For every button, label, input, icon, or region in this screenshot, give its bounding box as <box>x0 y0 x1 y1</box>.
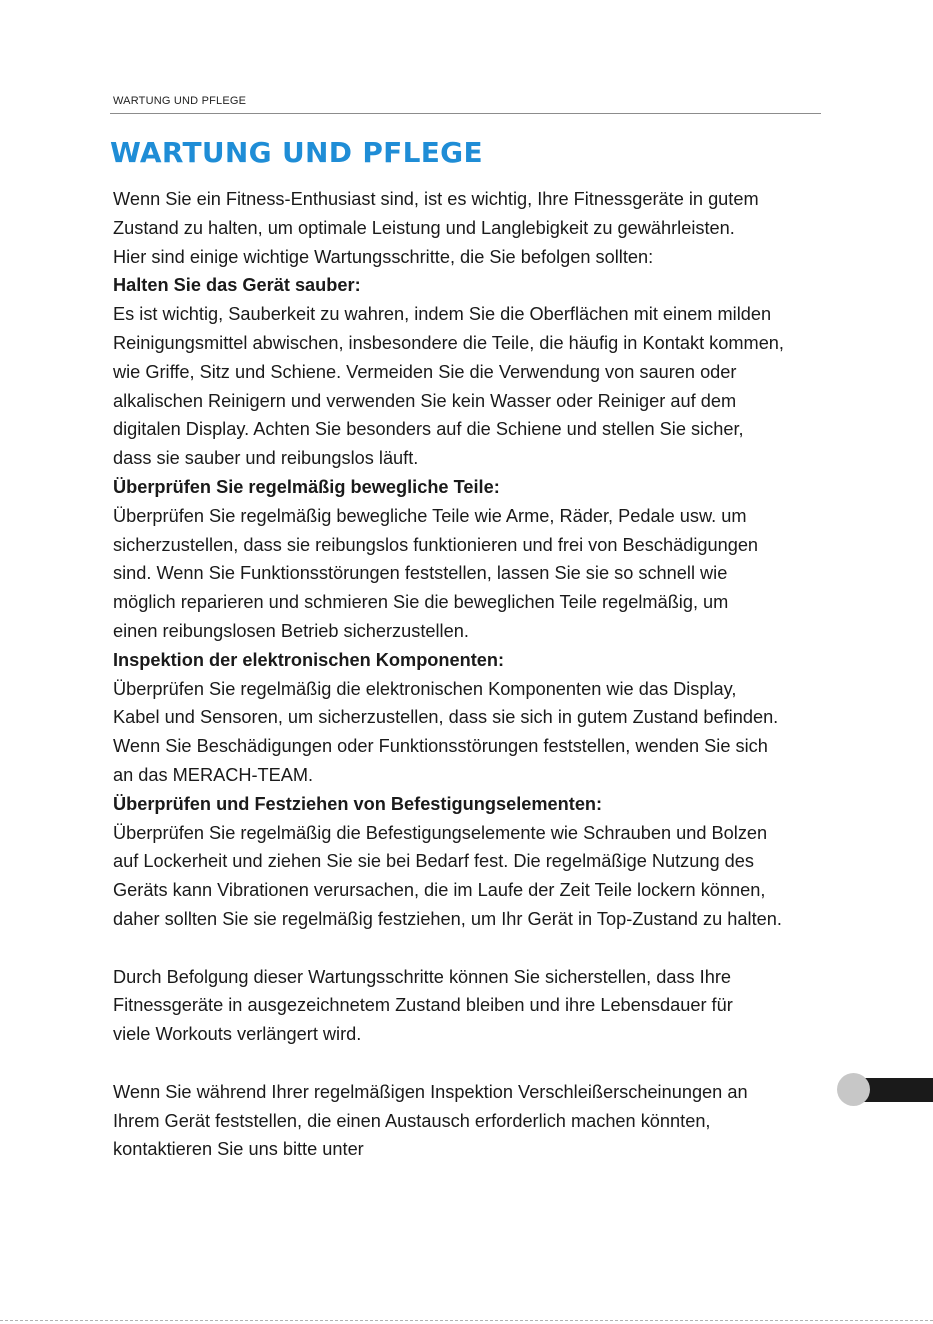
conclusion-paragraph <box>113 963 858 1049</box>
intro-paragraph <box>113 185 858 271</box>
text-line: Durch Befolgung dieser Wartungsschritte können Sie sicherstellen, dass Ihre <box>113 966 732 987</box>
page-marker-dot <box>837 1073 870 1106</box>
text-line: Es ist wichtig, Sauberkeit zu wahren, indem Sie die Oberflächen mit einem milden <box>113 304 772 325</box>
page-bottom-border <box>0 1320 933 1321</box>
text-line: kontaktieren Sie uns bitte unter <box>113 1139 364 1160</box>
text-line: Wenn Sie ein Fitness-Enthusiast sind, ist es wichtig, Ihre Fitnessgeräte in gutem <box>113 189 759 209</box>
section-heading: Inspektion der elektronischen Komponenten: <box>113 649 505 670</box>
section-fasteners <box>113 790 858 934</box>
section-moving-parts <box>113 473 858 646</box>
text-line: Reinigungsmittel abwischen, insbesondere die Teile, die häufig in Kontakt kommen, <box>113 332 784 353</box>
text-line: wie Griffe, Sitz und Schiene. Vermeiden Sie die Verwendung von sauren oder <box>113 361 737 382</box>
text-line: Wenn Sie während Ihrer regelmäßigen Inspektion Verschleißerscheinungen an <box>113 1081 748 1102</box>
body-text <box>113 185 858 1164</box>
text-line: Ihrem Gerät feststellen, die einen Austausch erforderlich machen könnten, <box>113 1110 711 1131</box>
text-line: Kabel und Sensoren, um sicherzustellen, dass sie sich in gutem Zustand befinden. <box>113 707 779 728</box>
text-line: sind. Wenn Sie Funktionsstörungen feststellen, lassen Sie sie so schnell wie <box>113 563 728 584</box>
running-header: WARTUNG UND PFLEGE <box>113 95 247 107</box>
text-line: Zustand zu halten, um optimale Leistung und Langlebigkeit zu gewährleisten. <box>113 217 735 238</box>
text-line: daher sollten Sie sie regelmäßig festziehen, um Ihr Gerät in Top-Zustand zu halten. <box>113 908 782 929</box>
text-line: viele Workouts verlängert wird. <box>113 1024 362 1045</box>
text-line: Überprüfen Sie regelmäßig die elektronischen Komponenten wie das Display, <box>113 678 737 699</box>
section-heading: Überprüfen Sie regelmäßig bewegliche Teile: <box>113 476 500 497</box>
section-heading: Halten Sie das Gerät sauber: <box>113 275 361 296</box>
section-heading: Überprüfen und Festziehen von Befestigungselementen: <box>113 793 603 814</box>
text-line: sicherzustellen, dass sie reibungslos funktionieren und frei von Beschädigungen <box>113 534 759 555</box>
text-line: digitalen Display. Achten Sie besonders auf die Schiene und stellen Sie sicher, <box>113 419 744 440</box>
text-line: alkalischen Reinigern und verwenden Sie kein Wasser oder Reiniger auf dem <box>113 390 737 411</box>
text-line: Hier sind einige wichtige Wartungsschritte, die Sie befolgen sollten: <box>113 246 654 267</box>
text-line: dass sie sauber und reibungslos läuft. <box>113 448 419 469</box>
text-line: Überprüfen Sie regelmäßig die Befestigungselemente wie Schrauben und Bolzen <box>113 822 768 843</box>
text-line: auf Lockerheit und ziehen Sie sie bei Bedarf fest. Die regelmäßige Nutzung des <box>113 851 754 872</box>
paragraph-spacer <box>113 934 858 963</box>
page-title: WARTUNG UND PFLEGE <box>110 136 483 169</box>
section-cleaning <box>113 271 858 473</box>
text-line: einen reibungslosen Betrieb sicherzustellen. <box>113 620 469 641</box>
text-line: Geräts kann Vibrationen verursachen, die im Laufe der Zeit Teile lockern können, <box>113 880 766 901</box>
text-line: Überprüfen Sie regelmäßig bewegliche Teile wie Arme, Räder, Pedale usw. um <box>113 505 747 526</box>
paragraph-spacer <box>113 1049 858 1078</box>
text-line: Fitnessgeräte in ausgezeichnetem Zustand bleiben und ihre Lebensdauer für <box>113 995 733 1016</box>
text-line: Wenn Sie Beschädigungen oder Funktionsstörungen feststellen, wenden Sie sich <box>113 736 768 757</box>
header-divider <box>110 113 821 114</box>
section-electronics <box>113 646 858 790</box>
text-line: möglich reparieren und schmieren Sie die beweglichen Teile regelmäßig, um <box>113 592 729 613</box>
contact-paragraph <box>113 1078 858 1164</box>
text-line: an das MERACH-TEAM. <box>113 764 314 785</box>
